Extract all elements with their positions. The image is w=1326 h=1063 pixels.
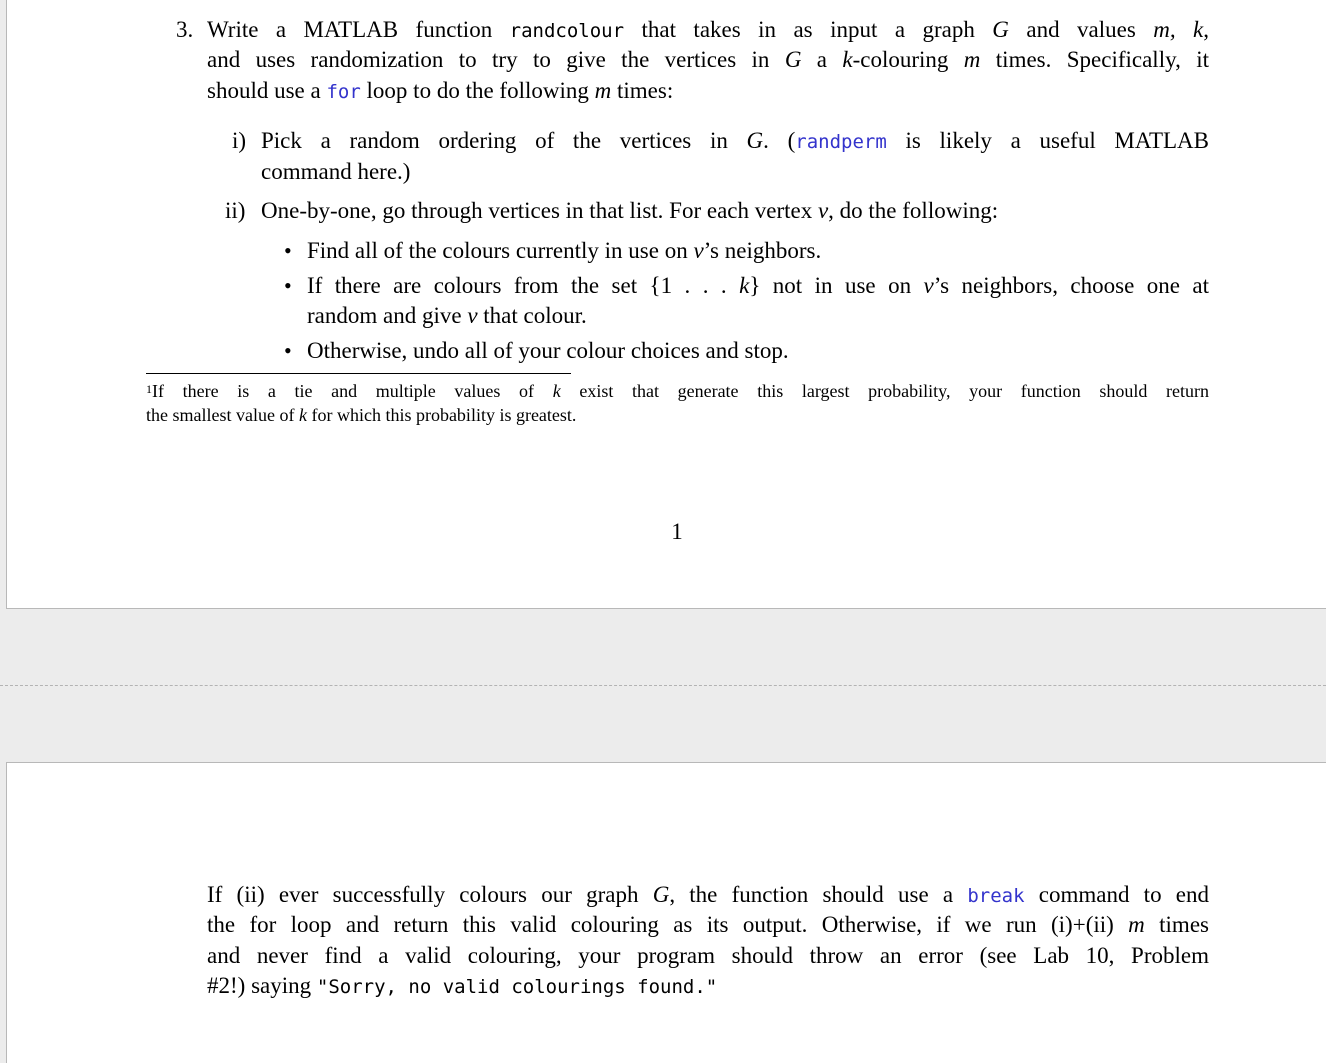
bullet-dot-3: • — [284, 338, 292, 363]
bullet-2-line-2: random and give v that colour. — [307, 303, 587, 328]
page-separator — [0, 685, 1326, 686]
footnote-line-1: $^1$If there is a tie and multiple values of k exist that generate this largest probability, your function should return — [146, 381, 1209, 401]
problem-line-1: Write a MATLAB function randcolour that takes in as input a graph G and values m, k, — [207, 17, 1210, 42]
bullet-dot-1: • — [284, 238, 292, 263]
bullet-1: Find all of the colours currently in use on v’s neighbors. — [307, 238, 822, 263]
item-ii-marker: ii) — [225, 198, 246, 223]
code-randcolour: randcolour — [509, 20, 625, 42]
page2-line-3: and never find a valid colouring, your program should throw an error (see Lab 10, Problem — [207, 943, 1209, 968]
footnote-mark: 1 — [146, 382, 152, 396]
problem-line-3: should use a for loop to do the following m times: — [207, 78, 674, 103]
problem-line-2: and uses randomization to try to give the vertices in G a k-colouring m times. Specifically, it — [207, 47, 1209, 72]
bullet-dot-2: • — [284, 273, 292, 298]
item-ii-line-1: One-by-one, go through vertices in that list. For each vertex v, do the following: — [261, 198, 999, 223]
code-break: break — [967, 885, 1025, 907]
item-i-line-2: command here.) — [261, 159, 411, 184]
code-for: for — [326, 81, 361, 103]
page2-line-2: the for loop and return this valid colouring as its output. Otherwise, if we run (i)+(ii) m times — [207, 912, 1209, 937]
code-randperm: randperm — [795, 131, 887, 153]
document-page-1 — [6, 0, 1326, 609]
problem-number: 3. — [176, 17, 194, 42]
footnote-line-2: the smallest value of k for which this probability is greatest. — [146, 405, 577, 425]
code-error-message: "Sorry, no valid colourings found." — [316, 976, 718, 998]
page-number: 1 — [671, 519, 683, 544]
page2-line-4: #2!) saying "Sorry, no valid colourings found." — [207, 973, 718, 998]
page2-line-1: If (ii) ever successfully colours our graph G, the function should use a break command to end — [207, 882, 1209, 907]
item-i-marker: i) — [232, 128, 247, 153]
footnote-rule — [146, 373, 571, 374]
bullet-3: Otherwise, undo all of your colour choices and stop. — [307, 338, 789, 363]
bullet-2-line-1: If there are colours from the set {1 . . . k} not in use on v’s neighbors, choose one at — [307, 273, 1209, 298]
item-i-line-1: Pick a random ordering of the vertices in G. (randperm is likely a useful MATLAB — [261, 128, 1209, 153]
